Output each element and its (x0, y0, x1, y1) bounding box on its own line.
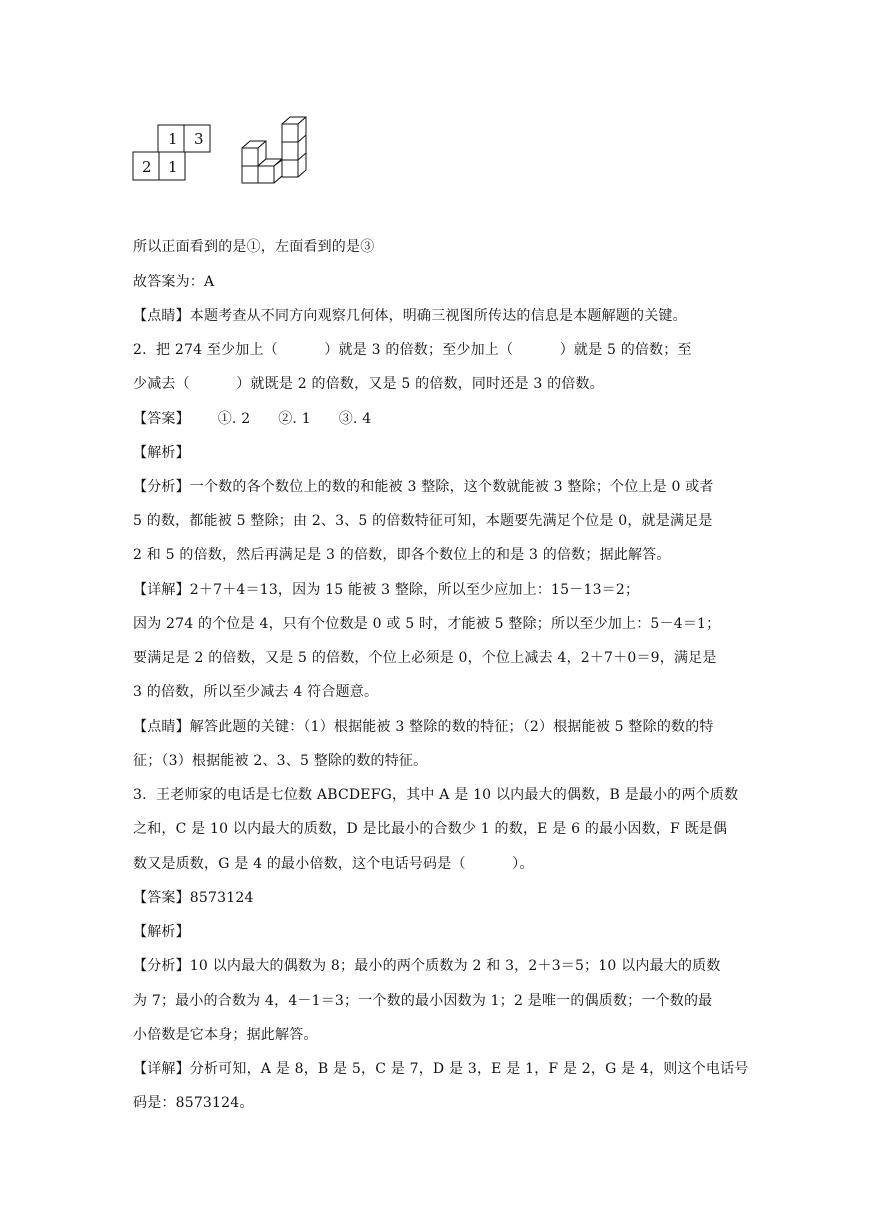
question-3-line-1: 3. 王老师家的电话是七位数 ABCDEFG，其中 A 是 10 以内最大的偶数，B 是最小的两个质数 (133, 787, 739, 803)
text-line-1: 所以正面看到的是①，左面看到的是③ (133, 239, 375, 255)
analysis-2-line-1: 【分析】一个数的各个数位上的数的和能被 3 整除，这个数就能被 3 整除；个位上是 0 或者 (133, 479, 714, 495)
grid-number-top-left: 1 (168, 130, 178, 148)
analysis-heading-2: 【解析】 (133, 445, 190, 461)
comment-2-line-2: 征；（3）根据能被 2、3、5 整除的数的特征。 (133, 753, 428, 769)
question-2-line-2: 少减去（ ）就既是 2 的倍数，又是 5 的倍数，同时还是 3 的倍数。 (133, 376, 604, 392)
analysis-3-line-3: 小倍数是它本身；据此解答。 (133, 1027, 318, 1043)
detail-2-line-1: 【详解】2＋7＋4＝13，因为 15 能被 3 整除，所以至少应加上：15－13＝2； (133, 582, 640, 598)
answer-2: 【答案】 ①. 2 ②. 1 ③. 4 (133, 411, 372, 427)
detail-3-line-2: 码是：8573124。 (133, 1095, 254, 1111)
question-3-line-2: 之和，C 是 10 以内最大的质数，D 是比最小的合数少 1 的数，E 是 6 的最小因数，F 既是偶 (133, 821, 728, 837)
top-view-grid-figure (132, 124, 216, 182)
grid-number-bottom-left: 2 (142, 158, 152, 176)
grid-number-top-right: 3 (194, 130, 204, 148)
cube-stack-figure (238, 114, 312, 186)
detail-2-line-2: 因为 274 的个位是 4，只有个位数是 0 或 5 时，才能被 5 整除；所以至少加上：5－4＝1； (133, 616, 721, 632)
answer-3: 【答案】8573124 (133, 890, 254, 906)
comment-2-line-1: 【点睛】解答此题的关键：（1）根据能被 3 整除的数的特征；（2）根据能被 5 整除的数的特 (133, 719, 714, 735)
text-line-2: 故答案为：A (133, 274, 215, 290)
analysis-2-line-3: 2 和 5 的倍数，然后再满足是 3 的倍数，即各个数位上的和是 3 的倍数；据此解答。 (133, 547, 671, 563)
analysis-heading-3: 【解析】 (133, 924, 190, 940)
detail-2-line-3: 要满足是 2 的倍数，又是 5 的倍数，个位上必须是 0，个位上减去 4，2＋7＋0＝9，满足是 (133, 650, 717, 666)
analysis-3-line-1: 【分析】10 以内最大的偶数为 8；最小的两个质数为 2 和 3，2＋3＝5；10 以内最大的质数 (133, 958, 721, 974)
question-3-line-3: 数又是质数，G 是 4 的最小倍数，这个电话号码是（ ）。 (133, 856, 534, 872)
analysis-2-line-2: 5 的数，都能被 5 整除；由 2、3、5 的倍数特征可知，本题要先满足个位是 0，就是满足是 (133, 513, 713, 529)
analysis-3-line-2: 为 7；最小的合数为 4，4－1＝3；一个数的最小因数为 1；2 是唯一的偶质数；一个数的最 (133, 993, 713, 1009)
detail-3-line-1: 【详解】分析可知，A 是 8，B 是 5，C 是 7，D 是 3，E 是 1，F 是 2，G 是 4，则这个电话号 (133, 1061, 749, 1077)
detail-2-line-4: 3 的倍数，所以至少减去 4 符合题意。 (133, 684, 379, 700)
grid-number-bottom-right: 1 (168, 158, 178, 176)
question-2-line-1: 2. 把 274 至少加上（ ）就是 3 的倍数；至少加上（ ）就是 5 的倍数；至 (133, 342, 692, 358)
text-line-3: 【点睛】本题考查从不同方向观察几何体，明确三视图所传达的信息是本题解题的关键。 (133, 308, 687, 324)
